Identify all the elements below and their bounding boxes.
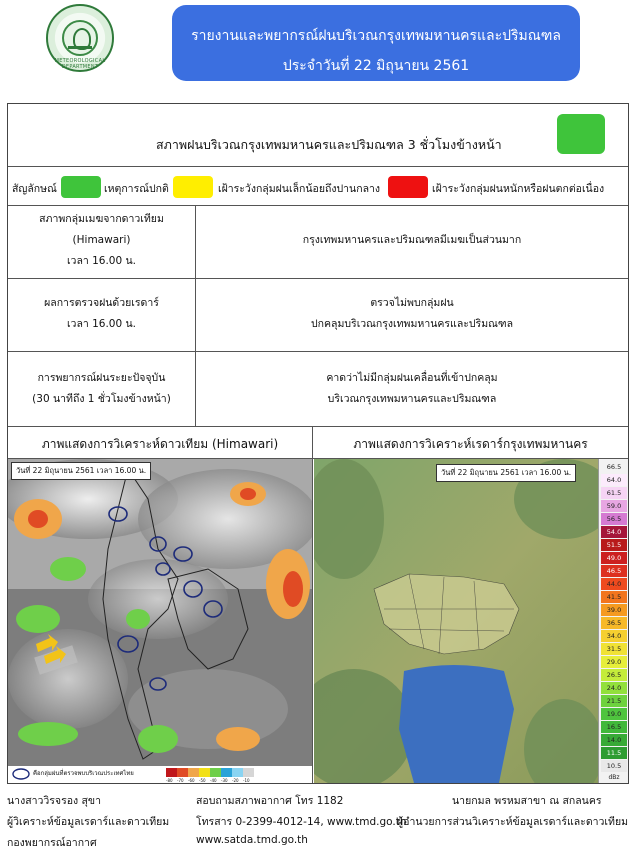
status-title: สภาพฝนบริเวณกรุงเทพมหานครและปริมณฑล 3 ชั่วโมงข้างหน้า bbox=[156, 137, 502, 152]
info-label-line: สภาพกลุ่มเมฆจากดาวเทียม bbox=[39, 213, 164, 225]
contact-phone: สอบถามสภาพอากาศ โทร 1182 bbox=[196, 795, 344, 807]
satellite-panel-title: ภาพแสดงการวิเคราะห์ดาวเทียม (Himawari) bbox=[8, 427, 313, 458]
logo-text: METEOROLOGICAL DEPARTMENT bbox=[54, 58, 106, 70]
director-title: ผู้อำนวยการส่วนวิเคราะห์ข้อมูลเรดาร์และดาวเทียม bbox=[397, 816, 629, 828]
radar-timestamp: วันที่ 22 มิถุนายน 2561 เวลา 16.00 น. bbox=[436, 464, 576, 482]
satellite-scale-label: -30 bbox=[221, 778, 228, 783]
scale-value: 10.5 bbox=[601, 760, 627, 772]
analyst-name: นางสาววิรจรอง สุขา bbox=[7, 795, 101, 807]
satellite-scale-label: -80 bbox=[166, 778, 173, 783]
satellite-scale bbox=[166, 778, 254, 783]
legend-swatch-light-rain bbox=[173, 176, 213, 198]
satellite-image bbox=[8, 459, 313, 783]
radar-dbz-scale bbox=[598, 459, 628, 783]
scale-value: 36.5 bbox=[601, 617, 627, 629]
info-row-satellite bbox=[8, 206, 628, 279]
satellite-scale-label: -60 bbox=[188, 778, 195, 783]
legend-row bbox=[8, 167, 628, 206]
emblem-icon bbox=[62, 20, 98, 56]
info-value-satellite bbox=[196, 206, 628, 278]
legend-swatch-heavy-rain bbox=[388, 176, 428, 198]
info-label-line: การพยากรณ์ฝนระยะปัจจุบัน bbox=[37, 372, 166, 384]
status-row bbox=[8, 104, 628, 167]
scale-value: 61.5 bbox=[601, 487, 627, 499]
report-table bbox=[7, 103, 629, 784]
panel-headings bbox=[8, 427, 628, 459]
info-label-radar bbox=[8, 279, 196, 351]
scale-value: 39.0 bbox=[601, 604, 627, 616]
scale-value: 24.0 bbox=[601, 682, 627, 694]
legend-swatch-normal bbox=[61, 176, 101, 198]
legend-label: สัญลักษณ์ bbox=[12, 183, 57, 195]
report-footer bbox=[0, 788, 642, 854]
info-value-line: คาดว่าไม่มีกลุ่มฝนเคลื่อนที่เข้าปกคลุม bbox=[326, 372, 498, 384]
scale-value: 54.0 bbox=[601, 526, 627, 538]
radar-map bbox=[314, 459, 598, 783]
scale-value: 16.5 bbox=[601, 721, 627, 733]
satellite-map bbox=[8, 459, 313, 783]
scale-value: 19.0 bbox=[601, 708, 627, 720]
analyst-title: ผู้วิเคราะห์ข้อมูลเรดาร์และดาวเทียม bbox=[7, 816, 170, 828]
info-value-line: กรุงเทพมหานครและปริมณฑลมีเมฆเป็นส่วนมาก bbox=[302, 234, 522, 246]
satellite-scale-label: -70 bbox=[177, 778, 184, 783]
scale-value: 51.5 bbox=[601, 539, 627, 551]
legend-text-light-rain: เฝ้าระวังกลุ่มฝนเล็กน้อยถึงปานกลาง bbox=[218, 183, 381, 195]
image-panels bbox=[8, 459, 628, 783]
info-value-line: ปกคลุมบริเวณกรุงเทพมหานครและปริมณฑล bbox=[310, 318, 514, 330]
report-date: ประจำวันที่ 22 มิถุนายน 2561 bbox=[282, 58, 470, 74]
scale-value: 56.5 bbox=[601, 513, 627, 525]
scale-value: 64.0 bbox=[601, 474, 627, 486]
department-logo bbox=[46, 4, 114, 72]
satellite-footnote: คือกลุ่มฝนที่ตรวจพบบริเวณประเทศไทย bbox=[33, 770, 134, 777]
legend-text-heavy-rain: เฝ้าระวังกลุ่มฝนหนักหรือฝนตกต่อเนื่อง bbox=[432, 183, 605, 195]
scale-value: 49.0 bbox=[601, 552, 627, 564]
info-label-line: เวลา 16.00 น. bbox=[66, 318, 137, 330]
scale-value: 66.5 bbox=[601, 461, 627, 473]
satellite-scale-label: -50 bbox=[199, 778, 206, 783]
radar-image bbox=[314, 459, 628, 783]
info-label-line: (Himawari) bbox=[72, 234, 131, 246]
scale-value: 31.5 bbox=[601, 643, 627, 655]
satellite-scale-label: -10 bbox=[243, 778, 250, 783]
scale-value: 34.0 bbox=[601, 630, 627, 642]
info-label-line: (30 นาทีถึง 1 ชั่วโมงข้างหน้า) bbox=[32, 393, 171, 405]
legend-text-normal: เหตุการณ์ปกติ bbox=[104, 183, 169, 195]
info-value-line: ตรวจไม่พบกลุ่มฝน bbox=[370, 297, 454, 309]
scale-value: 29.0 bbox=[601, 656, 627, 668]
satellite-timestamp: วันที่ 22 มิถุนายน 2561 เวลา 16.00 น. bbox=[11, 462, 151, 480]
director-name: นายกมล พรหมสาขา ณ สกลนคร bbox=[452, 795, 602, 807]
contact-fax-website: โทรสาร 0-2399-4012-14, www.tmd.go.th bbox=[196, 816, 407, 828]
info-value-nowcast bbox=[196, 352, 628, 426]
info-label-satellite bbox=[8, 206, 196, 278]
scale-value: 41.5 bbox=[601, 591, 627, 603]
scale-value: 59.0 bbox=[601, 500, 627, 512]
report-title: รายงานและพยากรณ์ฝนบริเวณกรุงเทพมหานครและปริมณฑล bbox=[191, 28, 561, 44]
status-indicator bbox=[557, 114, 605, 154]
scale-value: 44.0 bbox=[601, 578, 627, 590]
analyst-division: กองพยากรณ์อากาศ bbox=[7, 837, 97, 849]
info-row-nowcast bbox=[8, 352, 628, 427]
info-label-line: เวลา 16.00 น. bbox=[66, 255, 137, 267]
scale-value: 26.5 bbox=[601, 669, 627, 681]
scale-value: 21.5 bbox=[601, 695, 627, 707]
info-label-nowcast bbox=[8, 352, 196, 426]
scale-value: 11.5 bbox=[601, 747, 627, 759]
contact-satda-website[interactable]: www.satda.tmd.go.th bbox=[196, 834, 308, 846]
scale-unit: dBz bbox=[601, 772, 627, 783]
satellite-scale-label: -40 bbox=[210, 778, 217, 783]
info-value-line: บริเวณกรุงเทพมหานครและปริมณฑล bbox=[327, 393, 497, 405]
info-row-radar bbox=[8, 279, 628, 352]
report-header bbox=[172, 5, 580, 81]
scale-value: 14.0 bbox=[601, 734, 627, 746]
satellite-scale-label: -20 bbox=[232, 778, 239, 783]
info-label-line: ผลการตรวจฝนด้วยเรดาร์ bbox=[44, 297, 159, 309]
radar-panel-title: ภาพแสดงการวิเคราะห์เรดาร์กรุงเทพมหานคร bbox=[353, 437, 588, 451]
info-value-radar bbox=[196, 279, 628, 351]
scale-value: 46.5 bbox=[601, 565, 627, 577]
